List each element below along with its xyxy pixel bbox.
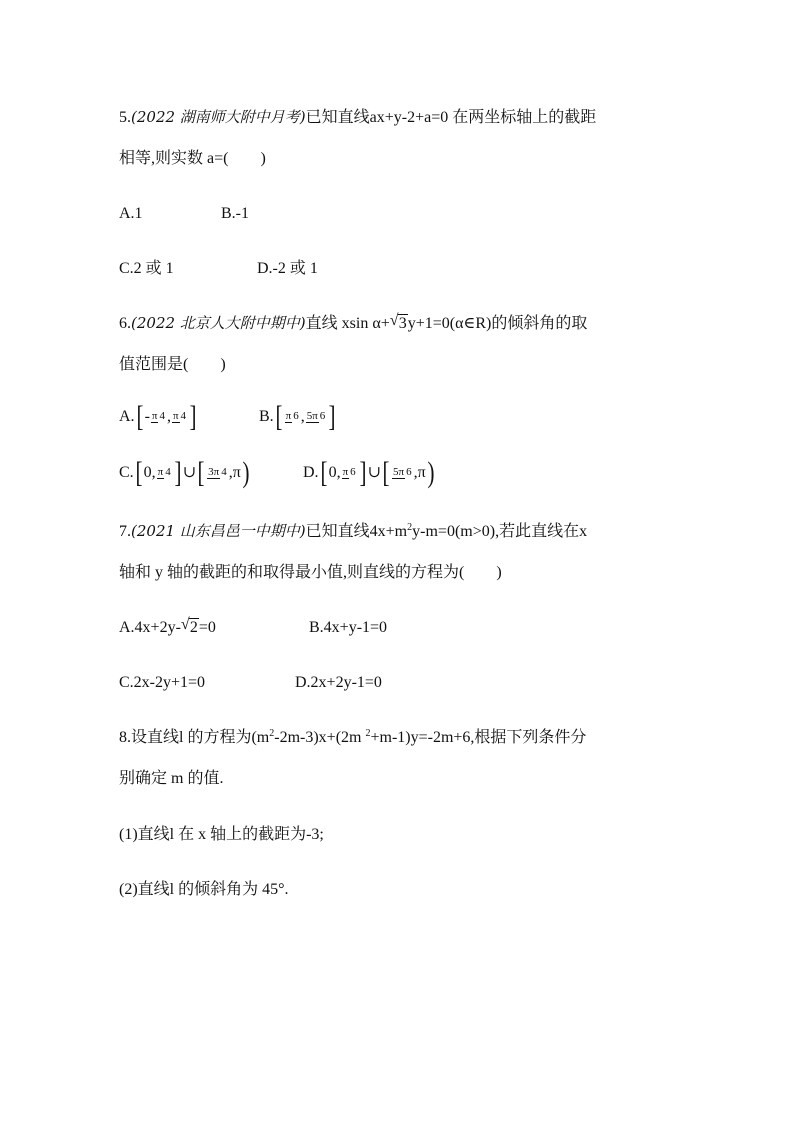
right-bracket: ] — [359, 456, 367, 489]
fraction-numerator: 5π — [306, 409, 318, 422]
comma: , — [166, 408, 171, 425]
q7-option-c: C.2x-2y+1=0 — [119, 674, 206, 691]
fraction-numerator: π — [157, 465, 164, 478]
pi: π — [417, 464, 426, 481]
minus-sign: - — [144, 408, 150, 425]
q8-part-1: (1)直线l 在 x 轴上的截距为-3; — [119, 826, 324, 843]
q7-option-d: D.2x+2y-1=0 — [295, 674, 382, 691]
left-bracket: [ — [275, 400, 283, 433]
fraction — [342, 467, 357, 480]
zero: 0 — [143, 464, 152, 481]
q6-stem-line1 — [119, 312, 588, 332]
q8-stem-text-c: +m-1)y=-2m+6,根据下列条件分 — [370, 729, 587, 746]
left-bracket: [ — [135, 456, 143, 489]
fraction-numerator: π — [342, 465, 349, 478]
fraction-numerator: π — [151, 409, 158, 422]
union-sign: ∪ — [367, 464, 382, 481]
pi: π — [232, 464, 241, 481]
q5-stem-text: 已知直线ax+y-2+a=0 在两坐标轴上的截距 — [305, 109, 597, 126]
q8-superscript-1: 2 — [269, 728, 275, 739]
q6-stem-line2: 值范围是( ) — [119, 356, 226, 373]
q6-option-d — [303, 458, 436, 488]
fraction — [151, 411, 166, 424]
q8-stem-text-b: -2m-3)x+(2m — [274, 729, 366, 746]
fraction-numerator: π — [285, 409, 292, 422]
fraction-numerator: 5π — [393, 465, 405, 478]
q8-superscript-2: 2 — [365, 728, 371, 739]
comma: , — [413, 464, 418, 481]
q6-option-c — [119, 458, 251, 488]
q8-part-2: (2)直线l 的倾斜角为 45°. — [119, 881, 289, 898]
fraction-denominator: 6 — [406, 465, 412, 478]
comma: , — [336, 464, 341, 481]
q7-stem-line1 — [119, 524, 587, 540]
comma: , — [300, 408, 305, 425]
radical-sign-icon: √ — [389, 312, 399, 329]
q5-stem-line1 — [119, 110, 596, 126]
fraction-denominator: 6 — [319, 409, 326, 422]
q5-source: (2022 湖南师大附中月考) — [131, 108, 306, 126]
q8-stem-text-a: 8.设直线l 的方程为(m — [119, 729, 270, 746]
q7-option-a-text: A.4x+2y- — [119, 619, 181, 636]
q7-stem-line2: 轴和 y 轴的截距的和取得最小值,则直线的方程为( ) — [119, 564, 502, 581]
right-bracket: ] — [328, 400, 336, 433]
left-bracket: [ — [320, 456, 328, 489]
zero: 0 — [328, 464, 337, 481]
right-bracket: ] — [174, 456, 182, 489]
fraction — [306, 411, 327, 424]
fraction — [157, 467, 172, 480]
fraction-numerator: 3π — [208, 465, 220, 478]
fraction-denominator: 4 — [159, 409, 165, 422]
q7-option-b: B.4x+y-1=0 — [309, 619, 388, 636]
q6-sqrt-value: 3 — [398, 315, 407, 332]
q7-stem-text-a: 已知直线4x+m — [305, 523, 408, 540]
q7-option-a-sqrt — [180, 616, 199, 636]
q5-stem-line2: 相等,则实数 a=( ) — [119, 150, 266, 167]
q7-number: 7. — [119, 523, 131, 540]
q8-stem-line2: 别确定 m 的值. — [119, 770, 224, 787]
q5-option-c: C.2 或 1 — [119, 260, 174, 277]
right-paren: ) — [242, 456, 250, 489]
q6-option-c-label: C. — [119, 464, 134, 481]
fraction — [207, 467, 228, 480]
q7-option-a-sqrt-value: 2 — [189, 619, 198, 636]
comma: , — [151, 464, 156, 481]
q6-option-a — [119, 402, 198, 432]
fraction — [172, 411, 187, 424]
right-paren: ) — [427, 456, 435, 489]
q5-number: 5. — [119, 109, 131, 126]
q7-stem-text-b: y-m=0(m>0),若此直线在x — [412, 523, 588, 540]
q6-source: (2022 北京人大附中期中) — [131, 314, 306, 332]
q6-sqrt — [389, 312, 408, 332]
radical-sign-icon: √ — [180, 616, 190, 633]
right-bracket: ] — [189, 400, 197, 433]
q7-option-a-tail: =0 — [198, 619, 216, 636]
left-bracket: [ — [382, 456, 390, 489]
q6-stem-text-a: 直线 xsin α+ — [305, 315, 390, 332]
fraction-denominator: 4 — [165, 465, 171, 478]
fraction-denominator: 6 — [350, 465, 356, 478]
q5-option-a: A.1 — [119, 205, 143, 222]
fraction-denominator: 4 — [221, 465, 227, 478]
union-sign: ∪ — [182, 464, 197, 481]
fraction — [285, 411, 300, 424]
q7-source: (2021 山东昌邑一中期中) — [131, 522, 306, 540]
q8-stem-line1 — [119, 730, 586, 746]
q6-option-b — [259, 402, 337, 432]
q6-option-d-label: D. — [303, 464, 319, 481]
fraction — [392, 467, 413, 480]
q6-stem-text-b: y+1=0(α∈R)的倾斜角的取 — [407, 315, 588, 332]
q5-option-d: D.-2 或 1 — [257, 260, 318, 277]
left-bracket: [ — [197, 456, 205, 489]
left-bracket: [ — [136, 400, 144, 433]
fraction-denominator: 4 — [180, 409, 187, 422]
q6-option-b-label: B. — [259, 408, 274, 425]
q6-number: 6. — [119, 315, 131, 332]
fraction-numerator: π — [172, 409, 179, 422]
q7-option-a — [119, 616, 216, 636]
comma: , — [228, 464, 233, 481]
fraction-denominator: 6 — [293, 409, 299, 422]
q5-option-b: B.-1 — [221, 205, 249, 222]
q6-option-a-label: A. — [119, 408, 135, 425]
q7-superscript: 2 — [407, 522, 413, 533]
